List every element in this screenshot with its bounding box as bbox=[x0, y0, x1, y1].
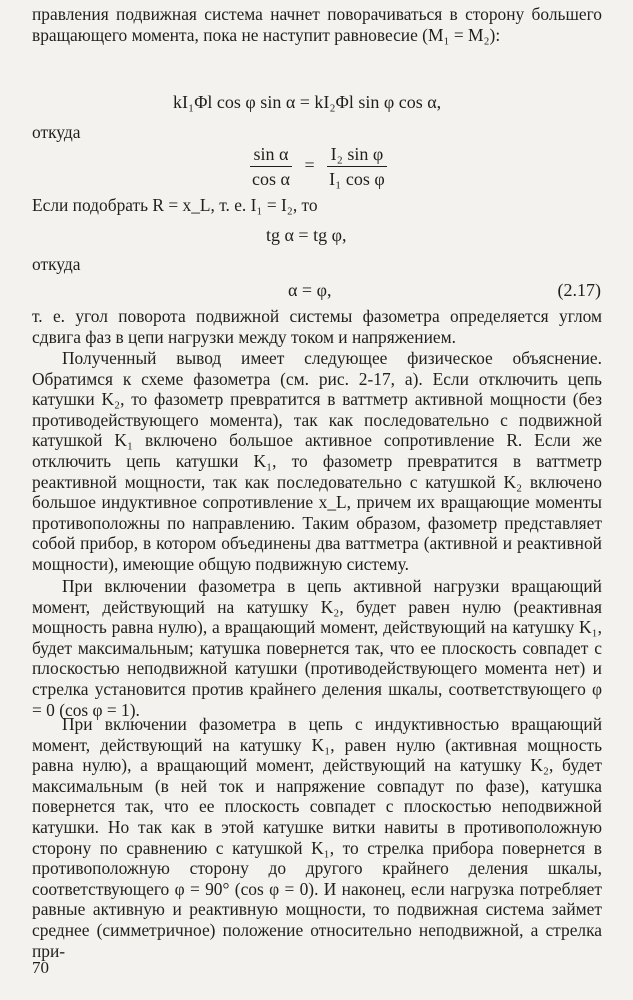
paragraph-explanation: Полученный вывод имеет следующее физическое объяснение. Обратимся к схеме фазометра (см. рис. 2-17, а). Если отключить цепь катушки K₂, то фазометр превратится в ваттметр активной мощности (без противодействующего момента), так как последовательно с подвижной катушкой K₁ включено большое активное сопротивление R. Если же отключить цепь катушки K₁, то фазометр превратится в ваттметр реактивной мощности, так как последовательно с катушкой K₂ включено большое индуктивное сопротивление x_L, причем их вращающие моменты противоположны по направлению. Таким образом, фазометр представляет собой прибор, в котором объединены два ваттметра (активной и реактивной мощности), имеющие общую подвижную систему. bbox=[32, 348, 602, 574]
fraction-right-numerator: I₂ sin φ bbox=[327, 144, 388, 167]
fraction-left-numerator: sin α bbox=[250, 144, 293, 167]
paragraph-continuation: правления подвижная система начнет поворачиваться в сторону большего вращающего момента, пока не наступит равновесие (M₁ = M₂): bbox=[32, 4, 602, 45]
page-number: 70 bbox=[32, 958, 49, 977]
fraction-right bbox=[325, 144, 389, 189]
paragraph-active-load: При включении фазометра в цепь активной нагрузки вращающий момент, действующий на катушку K₂, будет равен нулю (реактивная мощность равна нулю), а вращающий момент, действующий на катушку K₁, будет максимальным; катушка повернется так, что ее плоскость совпадет с плоскостью неподвижной катушки (противодействующего момента нет) и стрелка установится против крайнего деления шкалы, соответствующего φ = 0 (cos φ = 1). bbox=[32, 576, 602, 720]
fraction-right-denominator: I₁ cos φ bbox=[329, 169, 385, 189]
equation-number: (2.17) bbox=[557, 280, 601, 300]
condition-line: Если подобрать R = x_L, т. е. I₁ = I₂, то bbox=[32, 195, 318, 215]
paragraph-conclusion: т. е. угол поворота подвижной системы фазометра определяется углом сдвига фаз в цепи нагрузки между током и напряжением. bbox=[32, 306, 602, 347]
fraction-left-denominator: cos α bbox=[252, 169, 290, 189]
paragraph-inductive-load: При включении фазометра в цепь с индуктивностью вращающий момент, действующий на катушку K₁, равен нулю (активная мощность равна нулю), а вращающий момент, действующий на катушку K₂, будет максимальным (в ней ток и напряжение совпадут по фазе), катушка повернется так, что ее плоскость совпадет с плоскостью неподвижной катушки. Но так как в этой катушке витки навиты в противоположную сторону по сравнению с катушкой K₁, то стрелка прибора повернется в противоположную сторону до другого крайнего деления шкалы, соответствующего φ = 90° (cos φ = 0). И наконец, если нагрузка потребляет равные активную и реактивную мощности, то подвижная система займет среднее (симметричное) положение относительно неподвижной, а стрелка при- bbox=[32, 714, 602, 961]
formula-torque-balance: kI₁Φl cos φ sin α = kI₂Φl sin φ cos α, bbox=[173, 92, 442, 112]
word-otkuda-2: откуда bbox=[32, 254, 81, 274]
equals-sign: = bbox=[304, 154, 315, 175]
formula-alpha-phi: α = φ, bbox=[288, 280, 332, 300]
fraction-left bbox=[248, 144, 294, 189]
formula-tangent: tg α = tg φ, bbox=[266, 225, 347, 245]
formula-ratio bbox=[248, 144, 389, 189]
word-otkuda-1: откуда bbox=[32, 122, 81, 142]
